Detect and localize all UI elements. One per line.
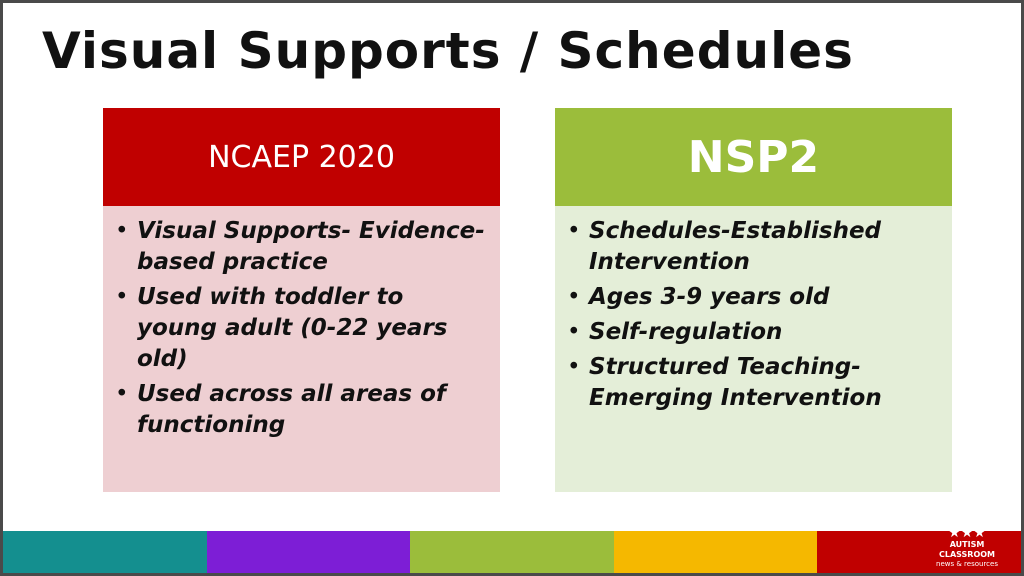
list-item: • Self-regulation	[589, 317, 942, 348]
ncaep-list	[103, 206, 500, 441]
list-item: • Used with toddler to young adult (0-22 years old)	[137, 282, 490, 375]
list-item: • Used across all areas of functioning	[137, 379, 490, 441]
list-item: • Structured Teaching- Emerging Intervention	[589, 352, 942, 414]
list-item: • Ages 3-9 years old	[589, 282, 942, 313]
footer-stripe-yellow	[614, 531, 818, 573]
nsp2-card-heading: NSP2	[555, 108, 952, 206]
footer-stripe-purple	[207, 531, 411, 573]
nsp2-card	[555, 108, 952, 492]
ncaep-card-heading: NCAEP 2020	[103, 108, 500, 206]
ncaep-card-body	[103, 206, 500, 492]
nsp2-list	[555, 206, 952, 414]
slide-title: Visual Supports / Schedules	[42, 22, 854, 80]
footer-stripe-teal	[3, 531, 207, 573]
logo-line1: AUTISM CLASSROOM	[938, 540, 996, 559]
nsp2-card-body	[555, 206, 952, 492]
footer-stripe-green	[410, 531, 614, 573]
list-item: • Schedules-Established Intervention	[589, 216, 942, 278]
list-item: • Visual Supports- Evidence-based practice	[137, 216, 490, 278]
logo-line2: news & resources	[936, 560, 998, 568]
autism-classroom-logo	[922, 526, 1012, 568]
logo-figures-icon: ★★★	[948, 525, 986, 541]
ncaep-card	[103, 108, 500, 492]
footer-color-stripes	[3, 531, 1021, 573]
